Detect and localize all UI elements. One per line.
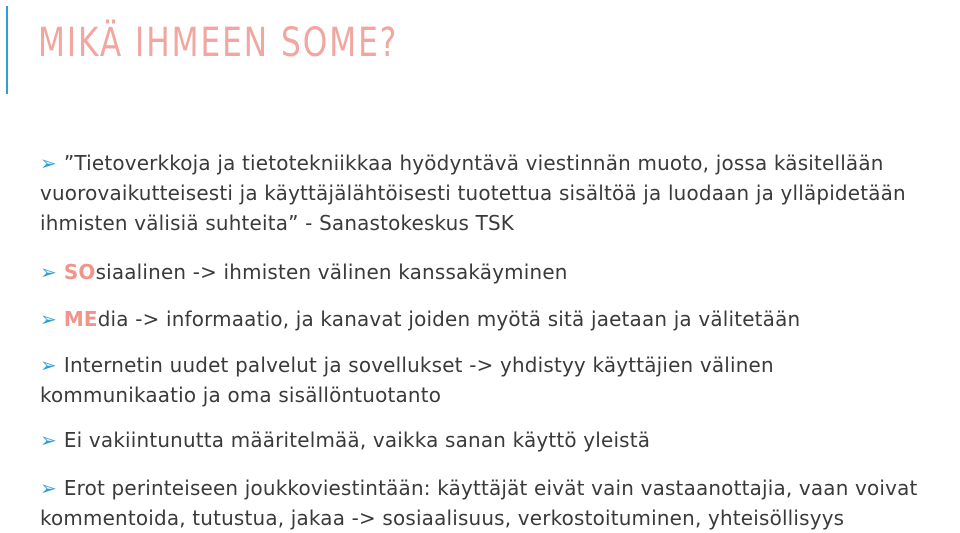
bullet-text: kommentoida, tutustua, jakaa -> sosiaalisuus, verkostoituminen, yhteisöllisyys <box>40 506 845 530</box>
title-accent-bar <box>6 6 8 94</box>
arrow-right-icon: ➢ <box>40 353 57 377</box>
bullet-text: ihmisten välisiä suhteita” - Sanastokeskus TSK <box>40 211 515 235</box>
arrow-right-icon: ➢ <box>40 307 57 331</box>
arrow-right-icon: ➢ <box>40 428 57 452</box>
bullet-highlight: ME <box>63 307 98 331</box>
bullet-text: ”Tietoverkkoja ja tietotekniikkaa hyödyntävä viestinnän muoto, jossa käsitellään <box>63 151 884 175</box>
slide-title: MIKÄ IHMEEN SOME? <box>38 20 399 66</box>
bullet-text: Ei vakiintunutta määritelmää, vaikka sanan käyttö yleistä <box>63 428 651 452</box>
arrow-right-icon: ➢ <box>40 151 57 175</box>
arrow-right-icon: ➢ <box>40 260 57 284</box>
bullet-item-internet <box>40 350 958 410</box>
bullet-text: kommunikaatio ja oma sisällöntuotanto <box>40 383 442 407</box>
bullet-text: vuorovaikutteisesti ja käyttäjälähtöisesti tuotettua sisältöä ja luodaan ja ylläpidetään <box>40 181 906 205</box>
bullet-text: Erot perinteiseen joukkoviestintään: käyttäjät eivät vain vastaanottajia, vaan voivat <box>63 476 918 500</box>
bullet-item-differences <box>40 473 958 533</box>
bullet-highlight: SO <box>63 260 96 284</box>
bullet-item-no-definition <box>40 425 958 455</box>
bullet-item-definition <box>40 148 958 238</box>
bullet-item-so <box>40 257 958 287</box>
bullet-text: dia -> informaatio, ja kanavat joiden myötä sitä jaetaan ja välitetään <box>97 307 801 331</box>
bullet-text: siaalinen -> ihmisten välinen kanssakäyminen <box>95 260 568 284</box>
bullet-item-me <box>40 304 958 334</box>
bullet-text: Internetin uudet palvelut ja sovellukset -> yhdistyy käyttäjien välinen <box>63 353 774 377</box>
arrow-right-icon: ➢ <box>40 476 57 500</box>
